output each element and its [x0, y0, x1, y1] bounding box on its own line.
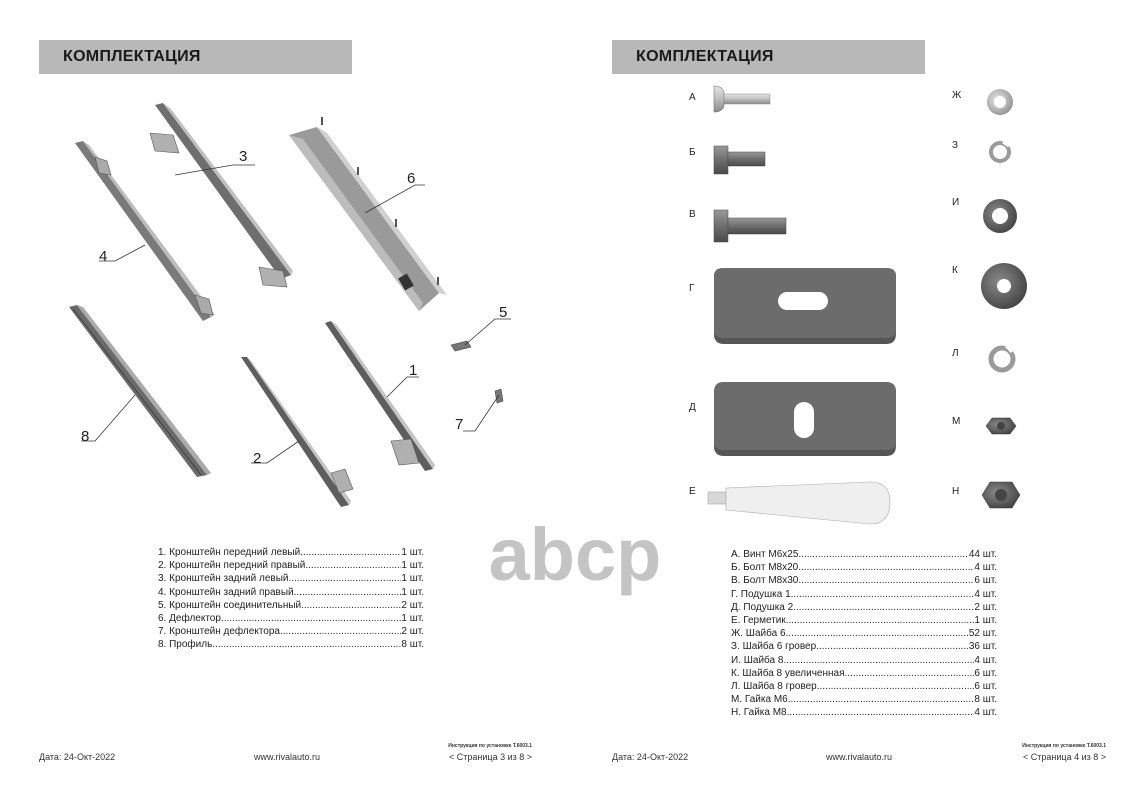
hardware-list-row: Е. Герметик ..... 1 шт.	[731, 614, 997, 627]
item-letter-d: Д	[689, 402, 696, 413]
parts-list-row: 3. Кронштейн задний левый ..... 1 шт.	[158, 572, 424, 585]
left-footer-instruction: Инструкция по установке Т.6003.1	[448, 743, 532, 749]
bolt-m8x20	[714, 146, 765, 174]
hardware-illustrations	[700, 80, 1040, 525]
abcp-watermark	[470, 520, 680, 600]
item-letter-m: М	[952, 416, 961, 427]
item-letter-e: Е	[689, 486, 696, 497]
part-2-bracket	[241, 357, 353, 507]
left-footer-date: Дата: 24-Окт-2022	[39, 752, 116, 762]
hardware-list-row: К. Шайба 8 увеличенная ..... 6 шт.	[731, 667, 997, 680]
hardware-list-row: Л. Шайба 8 гровер ..... 6 шт.	[731, 680, 997, 693]
screw-m6x25	[714, 86, 770, 112]
spring-washer-6	[991, 142, 1009, 161]
right-footer-instruction: Инструкция по установке Т.6003.1	[1022, 743, 1106, 749]
left-page-header	[39, 40, 352, 74]
parts-diagram	[55, 95, 535, 520]
nut-m6	[986, 418, 1016, 434]
washer-8	[983, 199, 1017, 233]
right-footer-date: Дата: 24-Окт-2022	[612, 752, 689, 762]
right-page-header	[612, 40, 925, 74]
parts-list-row: 8. Профиль ..... 8 шт.	[158, 638, 424, 651]
hardware-list-row: В. Болт М8х30 ..... 6 шт.	[731, 574, 997, 587]
label-4: 4	[99, 248, 108, 265]
hardware-list-row: Б. Болт М8х20 ..... 4 шт.	[731, 561, 997, 574]
label-1: 1	[409, 362, 418, 379]
label-5: 5	[499, 304, 508, 321]
parts-list-row: 4. Кронштейн задний правый ..... 1 шт.	[158, 586, 424, 599]
nut-m8	[982, 482, 1020, 508]
hardware-list-row: А. Винт М6х25 ..... 44 шт.	[731, 548, 997, 561]
right-footer-page: < Страница 4 из 8 >	[1023, 752, 1106, 762]
parts-list-row: 7. Кронштейн дефлектора ..... 2 шт.	[158, 625, 424, 638]
label-2: 2	[253, 450, 262, 467]
item-letter-b: Б	[689, 147, 696, 158]
item-letter-z: З	[952, 140, 959, 151]
label-6: 6	[407, 170, 416, 187]
label-8: 8	[81, 428, 90, 445]
parts-list-row: 5. Кронштейн соединительный ..... 2 шт.	[158, 599, 424, 612]
left-footer-page: < Страница 3 из 8 >	[449, 752, 532, 762]
label-3: 3	[239, 148, 248, 165]
item-letter-k: К	[952, 265, 958, 276]
hardware-list	[731, 548, 997, 720]
pad-1	[714, 268, 896, 344]
bolt-m8x30	[714, 210, 786, 242]
watermark-text: abcp	[488, 520, 662, 596]
part-1-bracket	[325, 321, 435, 471]
hardware-list-row: И. Шайба 8 ..... 4 шт.	[731, 654, 997, 667]
parts-list-row: 6. Дефлектор ..... 1 шт.	[158, 612, 424, 625]
right-page-title: КОМПЛЕКТАЦИЯ	[636, 48, 774, 65]
item-letter-n: Н	[952, 486, 960, 497]
hardware-list-row: Г. Подушка 1 ..... 4 шт.	[731, 588, 997, 601]
hardware-list-row: Д. Подушка 2 ..... 2 шт.	[731, 601, 997, 614]
item-letter-a: А	[689, 92, 696, 103]
label-7: 7	[455, 416, 464, 433]
hardware-list-row: Ж. Шайба 6 ..... 52 шт.	[731, 627, 997, 640]
pad-2	[714, 382, 896, 456]
parts-list-row: 2. Кронштейн передний правый ..... 1 шт.	[158, 559, 424, 572]
right-footer-website[interactable]: www.rivalauto.ru	[826, 752, 893, 762]
parts-list-row: 1. Кронштейн передний левый ..... 1 шт.	[158, 546, 424, 559]
left-page-title: КОМПЛЕКТАЦИЯ	[63, 48, 201, 65]
item-letter-zh: Ж	[952, 90, 962, 101]
part-6-deflector	[289, 117, 447, 311]
sealant-tube	[708, 482, 890, 524]
item-letter-l: Л	[952, 348, 959, 359]
hardware-list-row: З. Шайба 6 гровер ..... 36 шт.	[731, 640, 997, 653]
washer-8-large	[981, 263, 1027, 309]
left-footer-website[interactable]: www.rivalauto.ru	[254, 752, 321, 762]
hardware-list-row: М. Гайка М6 ..... 8 шт.	[731, 693, 997, 706]
item-letter-i: И	[952, 197, 960, 208]
spring-washer-8	[991, 346, 1013, 370]
hardware-list-row: Н. Гайка М8 ..... 4 шт.	[731, 706, 997, 719]
parts-list	[158, 546, 424, 652]
part-4-bracket	[75, 141, 215, 321]
item-letter-v: В	[689, 209, 696, 220]
part-7-bracket	[495, 389, 503, 403]
item-letter-g: Г	[689, 283, 695, 294]
washer-6	[987, 89, 1013, 115]
part-8-profile	[69, 305, 211, 477]
